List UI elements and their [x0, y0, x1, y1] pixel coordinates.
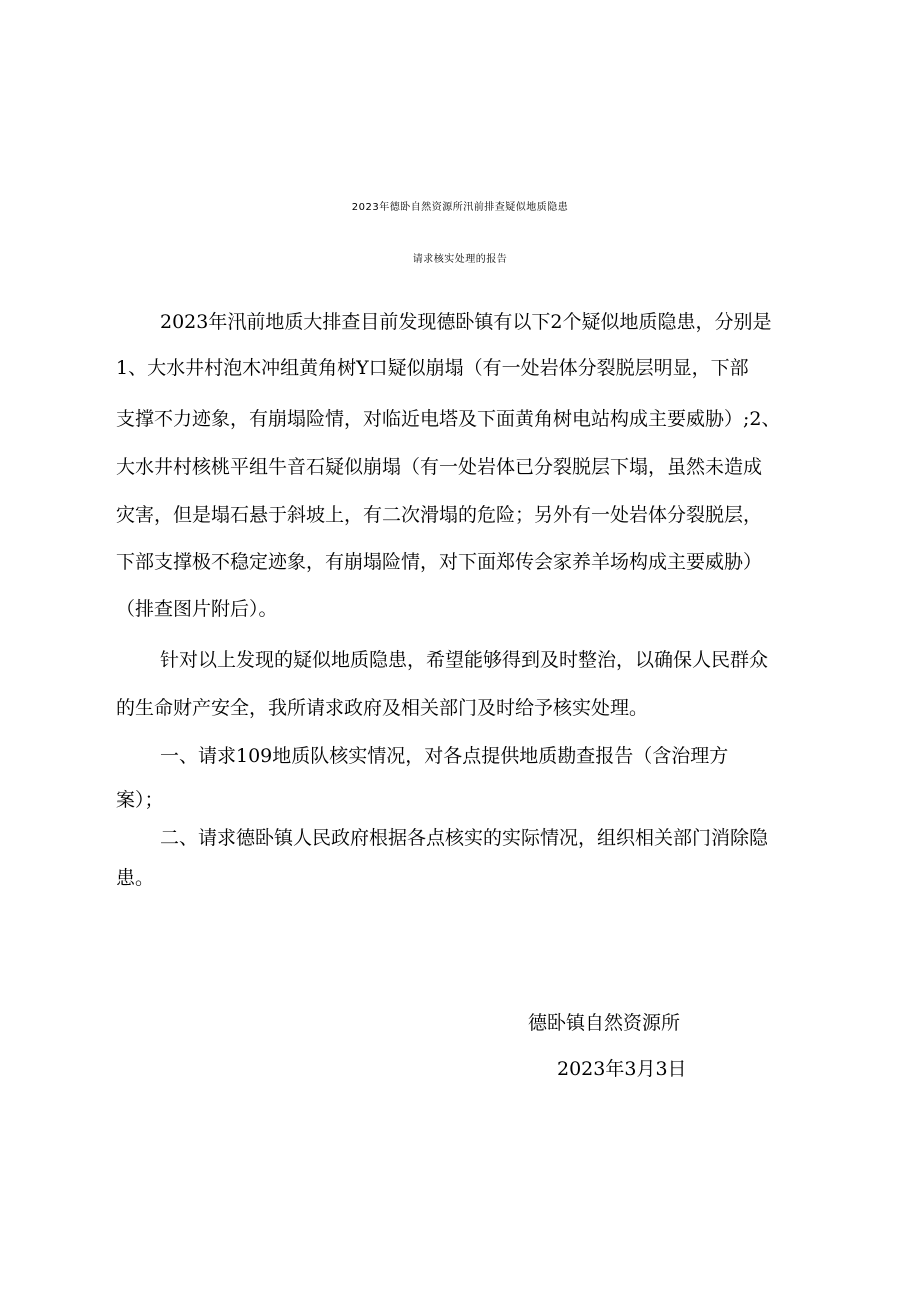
paragraph-line: 灾害，但是塌石悬于斜坡上，有二次滑塌的危险；另外有一处岩体分裂脱层， — [116, 504, 763, 526]
paragraph-line: 大水井村核桃平组牛音石疑似崩塌（有一处岩体已分裂脱层下塌，虽然未造成 — [116, 456, 763, 478]
signature-date: 2023年3月3日 — [557, 1058, 687, 1080]
signature-organization: 德卧镇自然资源所 — [528, 1012, 681, 1034]
paragraph-line: 案）； — [116, 789, 164, 811]
paragraph-line: 支撑不力迹象，有崩塌险情，对临近电塔及下面黄角树电站构成主要威胁）;2、 — [116, 408, 781, 430]
report-title-line-1: 2023年德卧自然资源所汛前排查疑似地质隐患 — [351, 202, 569, 213]
paragraph-line: 1、大水井村泡木冲组黄角树Y口疑似崩塌（有一处岩体分裂脱层明显，下部 — [116, 357, 749, 379]
paragraph-line: 一、请求109地质队核实情况，对各点提供地质勘查报告（含治理方 — [160, 745, 729, 767]
paragraph-line: （排查图片附后）。 — [116, 598, 278, 620]
paragraph-line: 2023年汛前地质大排查目前发现德卧镇有以下2个疑似地质隐患，分别是 — [160, 311, 772, 333]
paragraph-line: 下部支撑极不稳定迹象，有崩塌险情，对下面郑传会家养羊场构成主要威胁） — [116, 551, 763, 573]
paragraph-line: 针对以上发现的疑似地质隐患，希望能够得到及时整治，以确保人民群众 — [160, 649, 769, 671]
report-title-line-2: 请求核实处理的报告 — [412, 254, 508, 265]
paragraph-line: 二、请求德卧镇人民政府根据各点核实的实际情况，组织相关部门消除隐 — [160, 827, 769, 849]
paragraph-line: 患。 — [116, 867, 155, 889]
paragraph-line: 的生命财产安全，我所请求政府及相关部门及时给予核实处理。 — [116, 697, 649, 719]
